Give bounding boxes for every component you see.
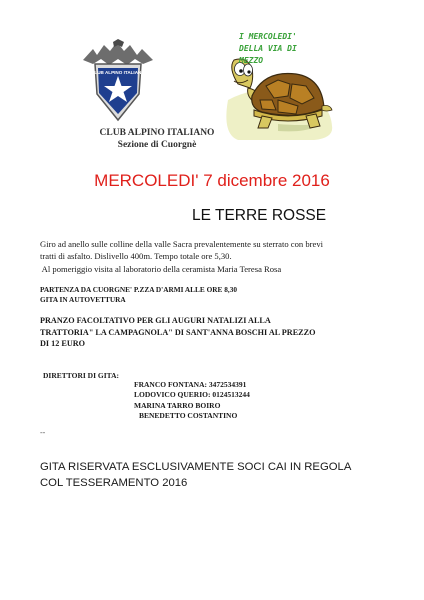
directors-label: DIRETTORI DI GITA: xyxy=(43,371,119,380)
directors-list xyxy=(134,380,250,422)
departure-info xyxy=(40,285,360,305)
slogan-line: MEZZO xyxy=(239,56,264,65)
logo-text: CLUB ALPINO ITALIANO xyxy=(91,70,145,75)
director-entry: MARINA TARRO BOIRO xyxy=(134,400,221,410)
director-entry: LODOVICO QUERIO: 0124513244 xyxy=(134,390,250,400)
event-description xyxy=(40,238,390,275)
description-line: Giro ad anello sulle colline della valle Sacra prevalentemente su sterrato con brevi xyxy=(40,239,324,249)
director-entry: BENEDETTO COSTANTINO xyxy=(139,411,238,421)
description-line: tratti di asfalto. Dislivello 400m. Tempo totale ore 5,30. xyxy=(40,251,232,262)
lunch-line: TRATTORIA" LA CAMPAGNOLA" DI SANT'ANNA BOSCHI AL PREZZO xyxy=(40,327,316,337)
notice-line: GITA RISERVATA ESCLUSIVAMENTE SOCI CAI IN REGOLA xyxy=(40,461,352,473)
departure-line: GITA IN AUTOVETTURA xyxy=(40,295,126,304)
slogan-line: I MERCOLEDI' xyxy=(239,32,297,41)
cai-logo xyxy=(77,38,159,124)
description-line: Al pomeriggio visita al laboratorio della ceramista Maria Teresa Rosa xyxy=(40,263,282,274)
section-name: Sezione di Cuorgnè xyxy=(117,140,197,150)
lunch-line: DI 12 EURO xyxy=(40,339,86,349)
membership-notice xyxy=(40,460,400,491)
organization-block xyxy=(92,127,222,151)
lunch-info xyxy=(40,315,385,350)
organization-name: CLUB ALPINO ITALIANO xyxy=(99,128,215,138)
event-date: MERCOLEDI' 7 dicembre 2016 xyxy=(94,171,330,190)
slogan-line: DELLA VIA DI xyxy=(239,44,297,53)
separator: -- xyxy=(40,428,46,437)
departure-line: PARTENZA DA CUORGNE' P.ZZA D'ARMI ALLE ORE 8,30 xyxy=(40,285,237,294)
lunch-line: PRANZO FACOLTATIVO PER GLI AUGURI NATALIZI ALLA xyxy=(40,316,271,325)
notice-line: COL TESSERAMENTO 2016 xyxy=(40,476,188,489)
slogan xyxy=(239,31,339,67)
event-title: LE TERRE ROSSE xyxy=(192,207,327,224)
director-entry: FRANCO FONTANA: 3472534391 xyxy=(134,380,247,389)
